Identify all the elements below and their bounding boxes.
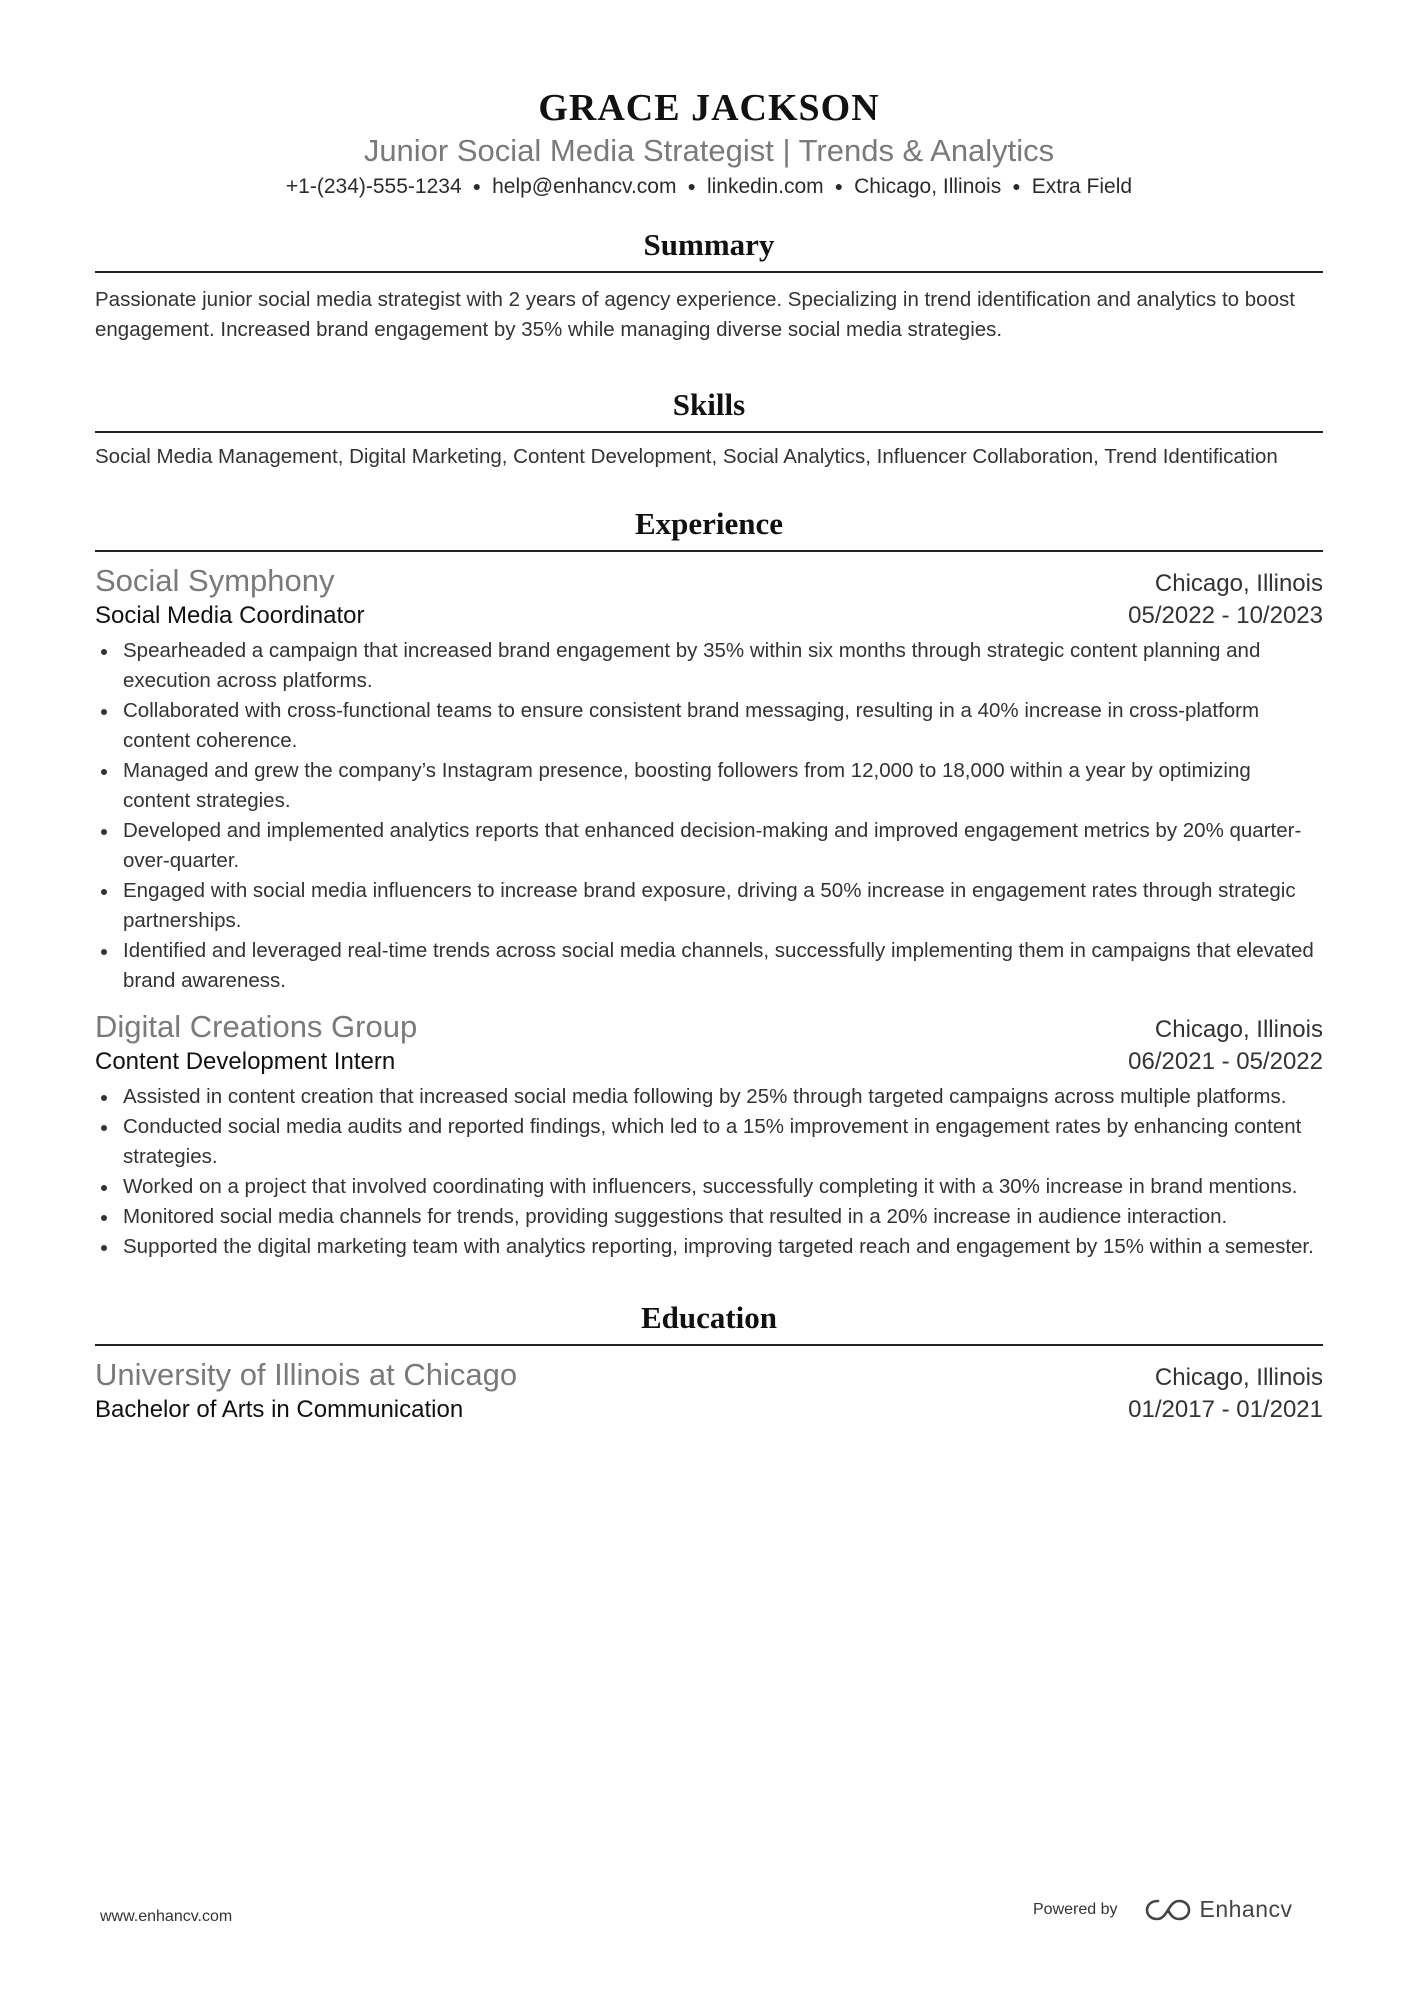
footer-website[interactable]: www.enhancv.com: [100, 1908, 233, 1925]
degree: Bachelor of Arts in Communication: [95, 1396, 464, 1423]
section-divider: [95, 431, 1323, 433]
section-divider: [95, 550, 1323, 552]
job-entry: [95, 562, 1323, 996]
school-location: Chicago, Illinois: [1154, 1364, 1323, 1391]
bullet-separator: ●: [1012, 178, 1021, 194]
bullet-separator: ●: [472, 178, 482, 194]
experience-section: [95, 504, 1323, 1262]
brand-name: Enhancv: [1199, 1896, 1293, 1922]
school-name: University of Illinois at Chicago: [95, 1357, 518, 1392]
achievement-list: [95, 1082, 1323, 1262]
list-item: Monitored social media channels for trends, providing suggestions that resulted in a 20% increase in audience interaction.: [123, 1202, 1323, 1232]
bullet-separator: ●: [834, 178, 844, 194]
contact-line: [95, 172, 1323, 201]
skills-text: Social Media Management, Digital Marketing, Content Development, Social Analytics, Influencer Collaboration, Trend Identification: [95, 445, 1278, 468]
section-divider: [95, 271, 1323, 273]
extra-field: Extra Field: [1031, 175, 1133, 198]
job-location: Chicago, Illinois: [1154, 570, 1323, 597]
education-section: [95, 1298, 1323, 1426]
job-entry: [95, 1008, 1323, 1262]
powered-by-label: Powered by: [1033, 1900, 1118, 1918]
section-title: Summary: [643, 227, 775, 262]
list-item: Supported the digital marketing team with analytics reporting, improving targeted reach and engagement by 15% within a semester.: [123, 1232, 1323, 1262]
job-role: Content Development Intern: [95, 1048, 396, 1075]
list-item: Collaborated with cross-functional teams to ensure consistent brand messaging, resulting in a 40% increase in cross-platform content coherence.: [123, 696, 1323, 756]
linkedin[interactable]: linkedin.com: [706, 175, 824, 198]
section-title: Education: [640, 1300, 778, 1335]
job-location: Chicago, Illinois: [1154, 1016, 1323, 1043]
email[interactable]: help@enhancv.com: [492, 175, 677, 198]
skills-section: [95, 385, 1323, 470]
section-title: Experience: [634, 506, 784, 541]
summary-text: Passionate junior social media strategist with 2 years of agency experience. Specializing in trend identification and analytics to boost engagement. Increased brand engagement by 35% while managing diverse social media strategies.: [95, 288, 1295, 341]
company-name: Digital Creations Group: [95, 1009, 418, 1044]
company-name: Social Symphony: [95, 563, 335, 598]
bullet-separator: ●: [687, 178, 696, 194]
education-dates: 01/2017 - 01/2021: [1128, 1396, 1323, 1423]
footer-branding: [1033, 1896, 1293, 1923]
list-item: Assisted in content creation that increased social media following by 25% through targeted campaigns across multiple platforms.: [123, 1082, 1323, 1112]
job-dates: 05/2022 - 10/2023: [1128, 602, 1323, 629]
list-item: Identified and leveraged real-time trends across social media channels, successfully implementing them in campaigns that elevated brand awareness.: [123, 936, 1323, 996]
phone: +1-(234)-555-1234: [285, 175, 462, 198]
section-divider: [95, 1344, 1323, 1346]
resume-page: [95, 0, 1323, 1426]
list-item: Spearheaded a campaign that increased brand engagement by 35% within six months through strategic content planning and execution across platforms.: [123, 636, 1323, 696]
list-item: Developed and implemented analytics reports that enhanced decision-making and improved engagement metrics by 20% quarter-over-quarter.: [123, 816, 1323, 876]
list-item: Worked on a project that involved coordinating with influencers, successfully completing it with a 30% increase in brand mentions.: [123, 1172, 1323, 1202]
summary-section: [95, 225, 1323, 345]
enhancv-logo-icon: [1144, 1897, 1192, 1923]
job-role: Social Media Coordinator: [95, 602, 365, 629]
section-title: Skills: [672, 387, 746, 422]
list-item: Managed and grew the company’s Instagram presence, boosting followers from 12,000 to 18,000 within a year by optimizing content strategies.: [123, 756, 1323, 816]
resume-header: [95, 0, 1323, 201]
list-item: Conducted social media audits and reported findings, which led to a 15% improvement in engagement rates by enhancing content strategies.: [123, 1112, 1323, 1172]
job-dates: 06/2021 - 05/2022: [1128, 1048, 1323, 1075]
candidate-title: Junior Social Media Strategist | Trends & Analytics: [363, 133, 1055, 168]
education-entry: [95, 1356, 1323, 1426]
achievement-list: [95, 636, 1323, 996]
candidate-name: GRACE JACKSON: [538, 87, 880, 129]
list-item: Engaged with social media influencers to increase brand exposure, driving a 50% increase in engagement rates through strategic partnerships.: [123, 876, 1323, 936]
contact-location: Chicago, Illinois: [854, 175, 1002, 198]
